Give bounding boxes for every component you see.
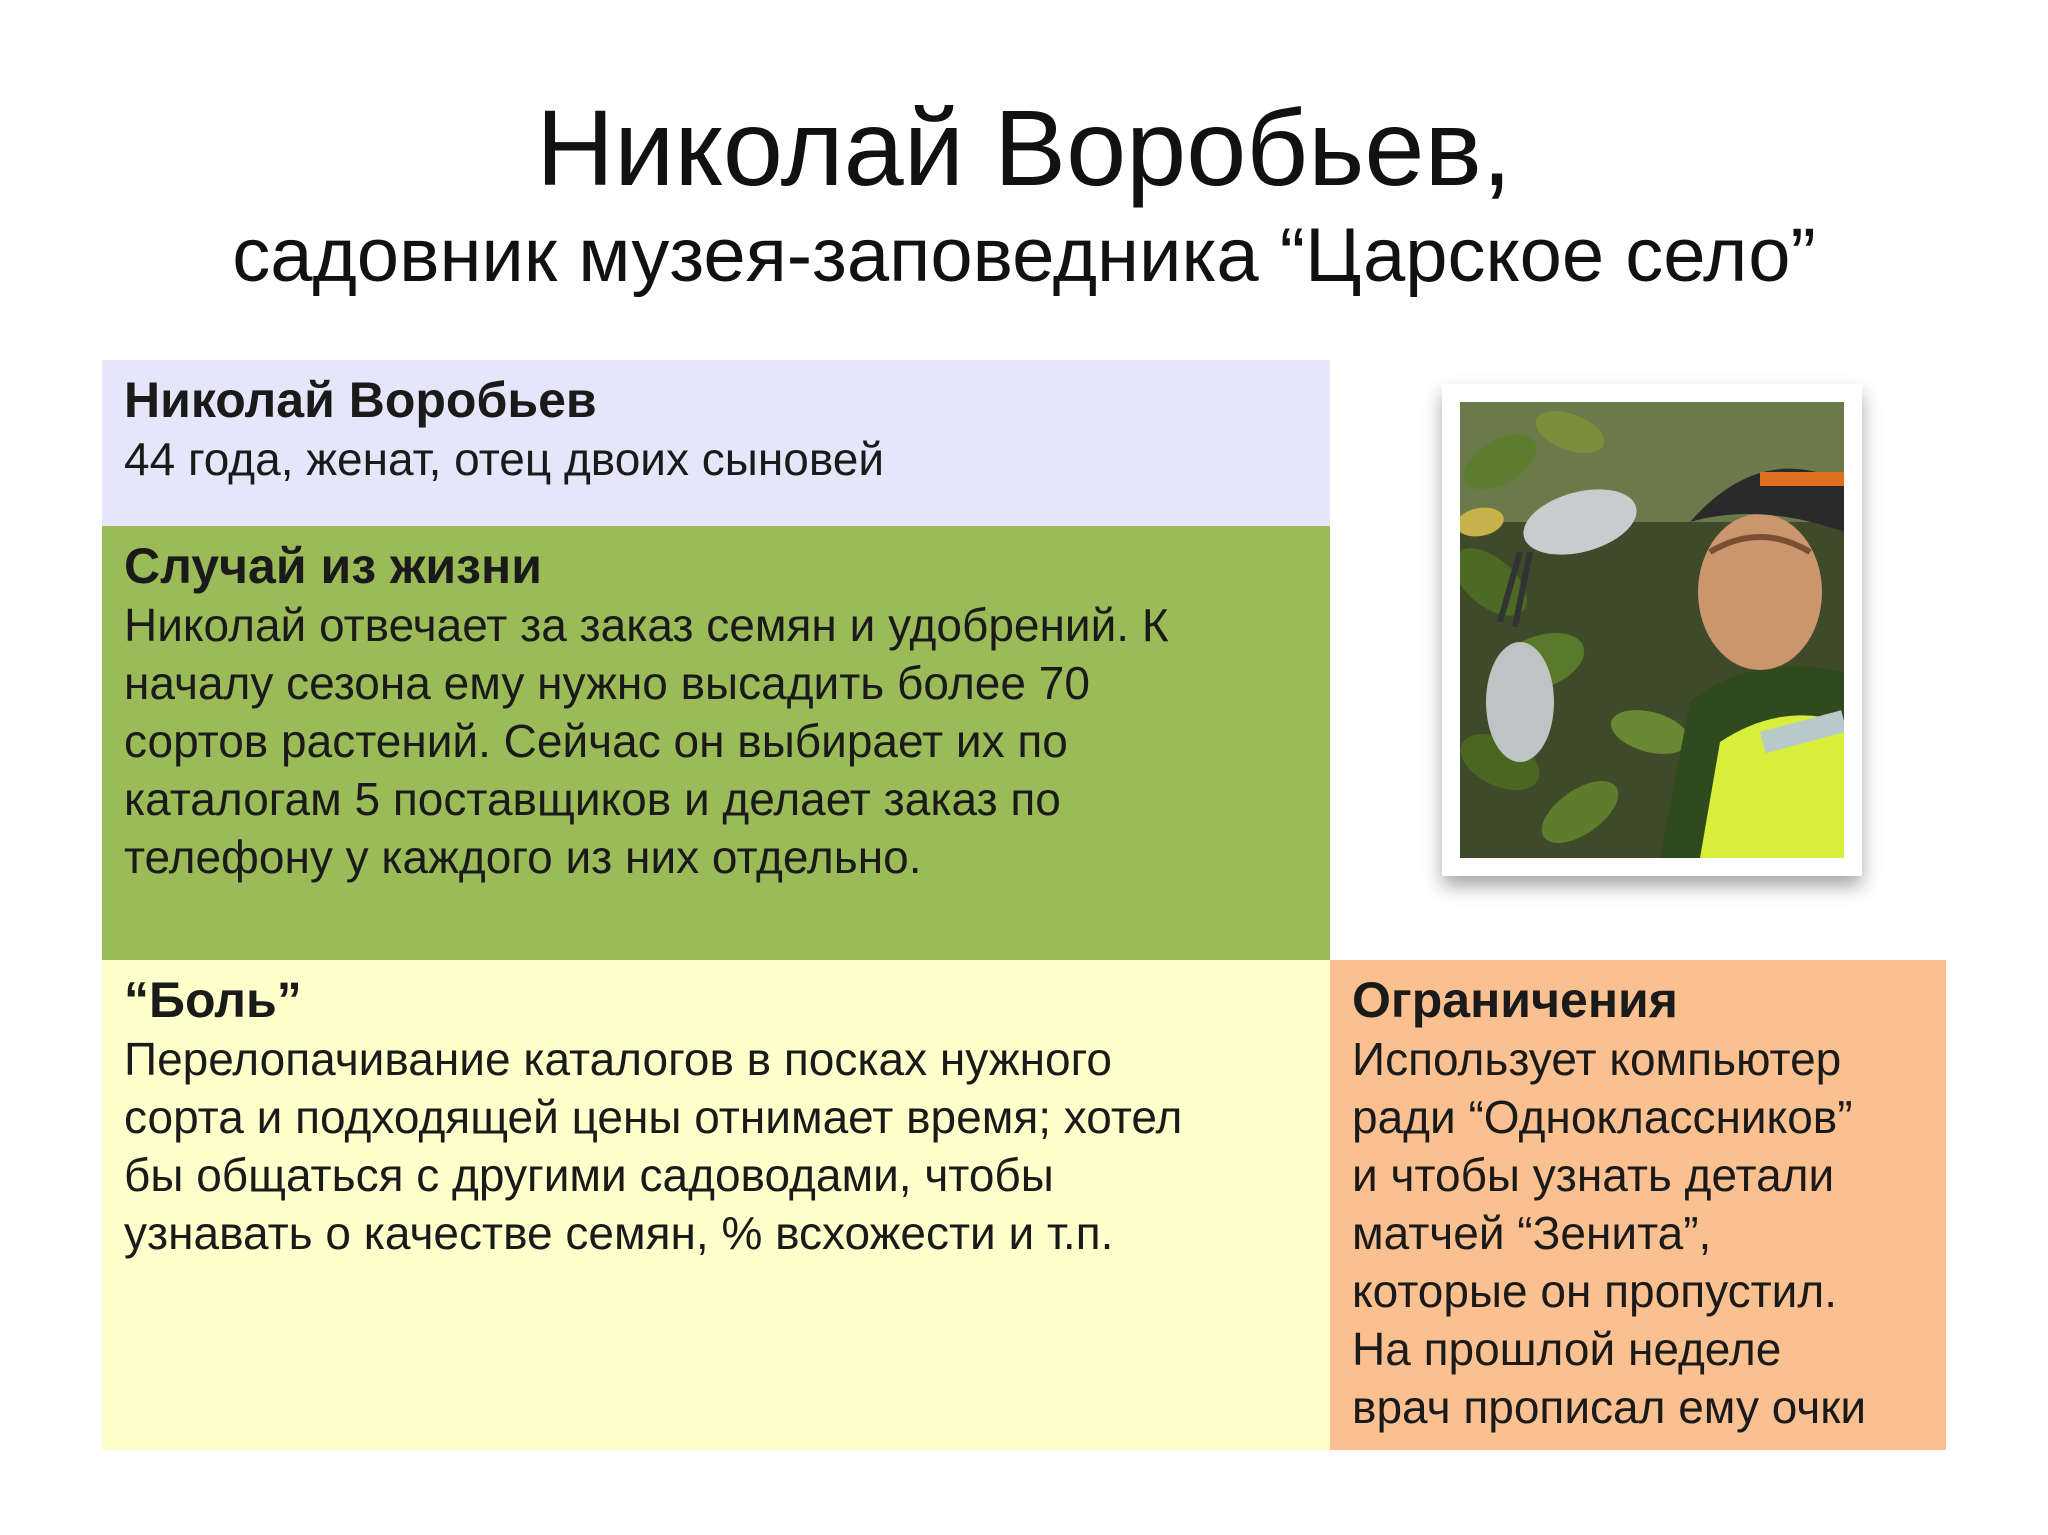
- pain-heading: “Боль”: [124, 972, 302, 1028]
- profile-box: [102, 360, 1330, 526]
- profile-name: Николай Воробьев: [124, 372, 597, 428]
- profile-details: 44 года, женат, отец двоих сыновей: [124, 433, 885, 485]
- pain-box: [102, 960, 1330, 1450]
- slide-subtitle: садовник музея-заповедника “Царское село”: [232, 213, 1816, 298]
- gardener-photo: [1442, 384, 1862, 876]
- gardener-photo-illustration: [1460, 402, 1844, 858]
- story-text: Николай отвечает за заказ семян и удобрений. К началу сезона ему нужно высадить более 70 сортов растений. Сейчас он выбирает их по каталогам 5 поставщиков и делает заказ по телефону у каждого из них отдельно.: [124, 599, 1169, 883]
- slide-title: Николай Воробьев,: [536, 87, 1512, 208]
- pain-text: Перелопачивание каталогов в посках нужного сорта и подходящей цены отнимает время; хотел бы общаться с другими садоводами, чтобы узнавать о качестве семян, % всхожести и т.п.: [124, 1033, 1183, 1259]
- limits-heading: Ограничения: [1352, 972, 1678, 1028]
- limits-text: Использует компьютер ради “Одноклассников” и чтобы узнать детали матчей “Зенита”, которые он пропустил. На прошлой неделе врач прописал ему очки: [1352, 1033, 1867, 1433]
- limits-box: [1330, 960, 1946, 1450]
- story-box: [102, 526, 1330, 960]
- story-heading: Случай из жизни: [124, 538, 542, 594]
